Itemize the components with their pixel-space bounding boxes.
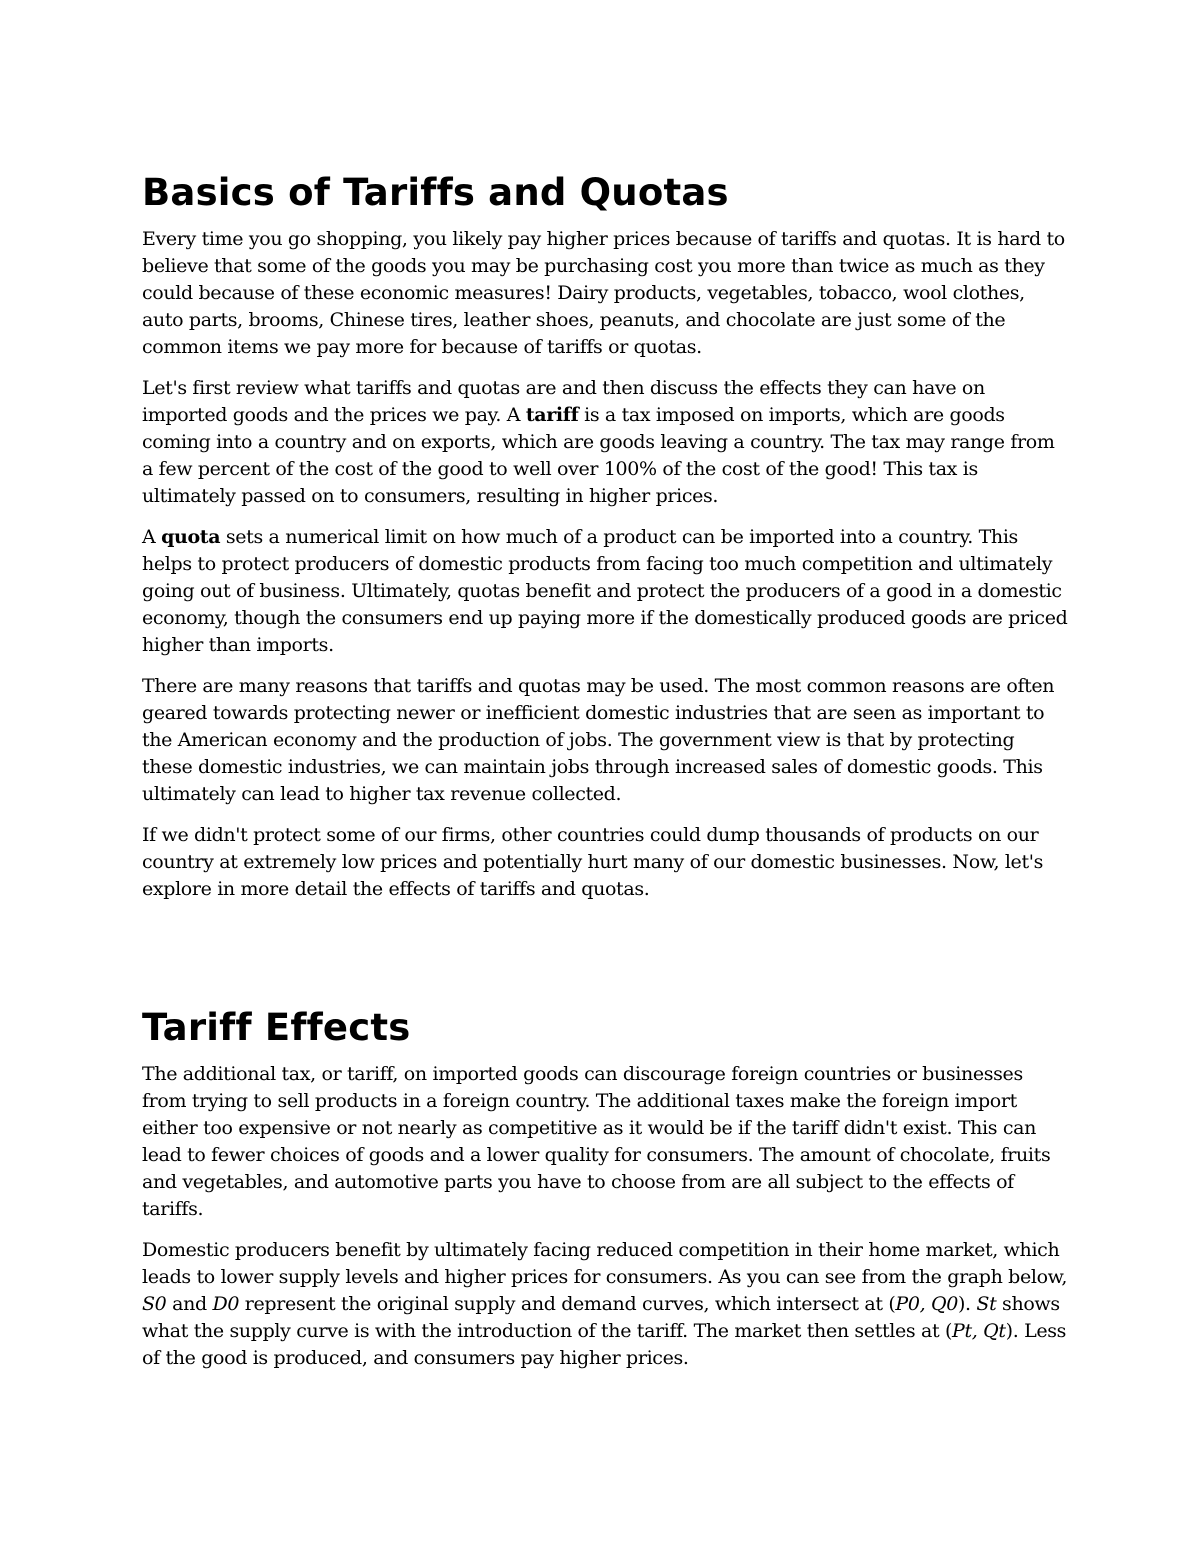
document-page xyxy=(142,168,1070,1386)
label-s0: S0 xyxy=(142,1293,167,1315)
text-run: shows what the supply curve is with the introduction of the tariff. The market then settles at ( xyxy=(142,1293,1060,1342)
paragraph-reasons: There are many reasons that tariffs and quotas may be used. The most common reasons are often geared towards protecting newer or inefficient domestic industries that are seen as important to the American economy and the production of jobs. The government view is that by protecting these domestic industries, we can maintain jobs through increased sales of domestic goods. This ultimately can lead to higher tax revenue collected. xyxy=(142,675,1055,805)
text-run: A xyxy=(142,526,162,548)
label-p0-q0: P0, Q0 xyxy=(895,1293,958,1315)
text-run: is a tax imposed on imports, which are goods coming into a country and on exports, which are goods leaving a country. The tax may range from a few percent of the cost of the good to well over 100% of the cost of the good! This tax is ultimately passed on to consumers, resulting in higher prices. xyxy=(142,404,1055,507)
term-tariff: tariff xyxy=(525,404,579,426)
paragraph-protection: If we didn't protect some of our firms, other countries could dump thousands of products on our country at extremely low prices and potentially hurt many of our domestic businesses. Now, let's explore in more detail the effects of tariffs and quotas. xyxy=(142,824,1044,900)
label-st: St xyxy=(976,1293,997,1315)
text-run: sets a numerical limit on how much of a product can be imported into a country. This helps to protect producers of domestic products from facing too much competition and ultimately going out of business. Ultimately, quotas benefit and protect the producers of a good in a domestic economy, though the consumers end up paying more if the domestically produced goods are priced higher than imports. xyxy=(142,526,1068,656)
text-run: and xyxy=(166,1293,213,1315)
paragraph-intro: Every time you go shopping, you likely pay higher prices because of tariffs and quotas. It is hard to believe that some of the goods you may be purchasing cost you more than twice as much as they could because of these economic measures! Dairy products, vegetables, tobacco, wool clothes, auto parts, brooms, Chinese tires, leather shoes, peanuts, and chocolate are just some of the common items we pay more for because of tariffs or quotas. xyxy=(142,228,1065,358)
paragraph-domestic-producers xyxy=(142,1237,1070,1372)
paragraph-additional-tax: The additional tax, or tariff, on imported goods can discourage foreign countries or businesses from trying to sell products in a foreign country. The additional taxes make the foreign import either too expensive or not nearly as competitive as it would be if the tariff didn't exist. This can lead to fewer choices of goods and a lower quality for consumers. The amount of chocolate, fruits and vegetables, and automotive parts you have to choose from are all subject to the effects of tariffs. xyxy=(142,1063,1051,1220)
text-run: ). xyxy=(957,1293,977,1315)
text-run: ). Less of the good is produced, and consumers pay higher prices. xyxy=(142,1320,1067,1369)
text-run: Domestic producers benefit by ultimately facing reduced competition in their home market, which leads to lower supply levels and higher prices for consumers. As you can see from the graph below, xyxy=(142,1239,1068,1288)
paragraph-tariff-definition xyxy=(142,375,1070,510)
label-pt-qt: Pt, Qt xyxy=(952,1320,1006,1342)
text-run: represent the original supply and demand curves, which intersect at ( xyxy=(239,1293,896,1315)
paragraph-quota-definition xyxy=(142,524,1070,659)
label-d0: D0 xyxy=(212,1293,240,1315)
section-title-tariff-effects: Tariff Effects xyxy=(142,1006,411,1049)
text-run: Let's first review what tariffs and quotas are and then discuss the effects they can have on imported goods and the prices we pay. A xyxy=(142,377,985,426)
term-quota: quota xyxy=(161,526,221,548)
section-title-basics: Basics of Tariffs and Quotas xyxy=(142,171,729,214)
